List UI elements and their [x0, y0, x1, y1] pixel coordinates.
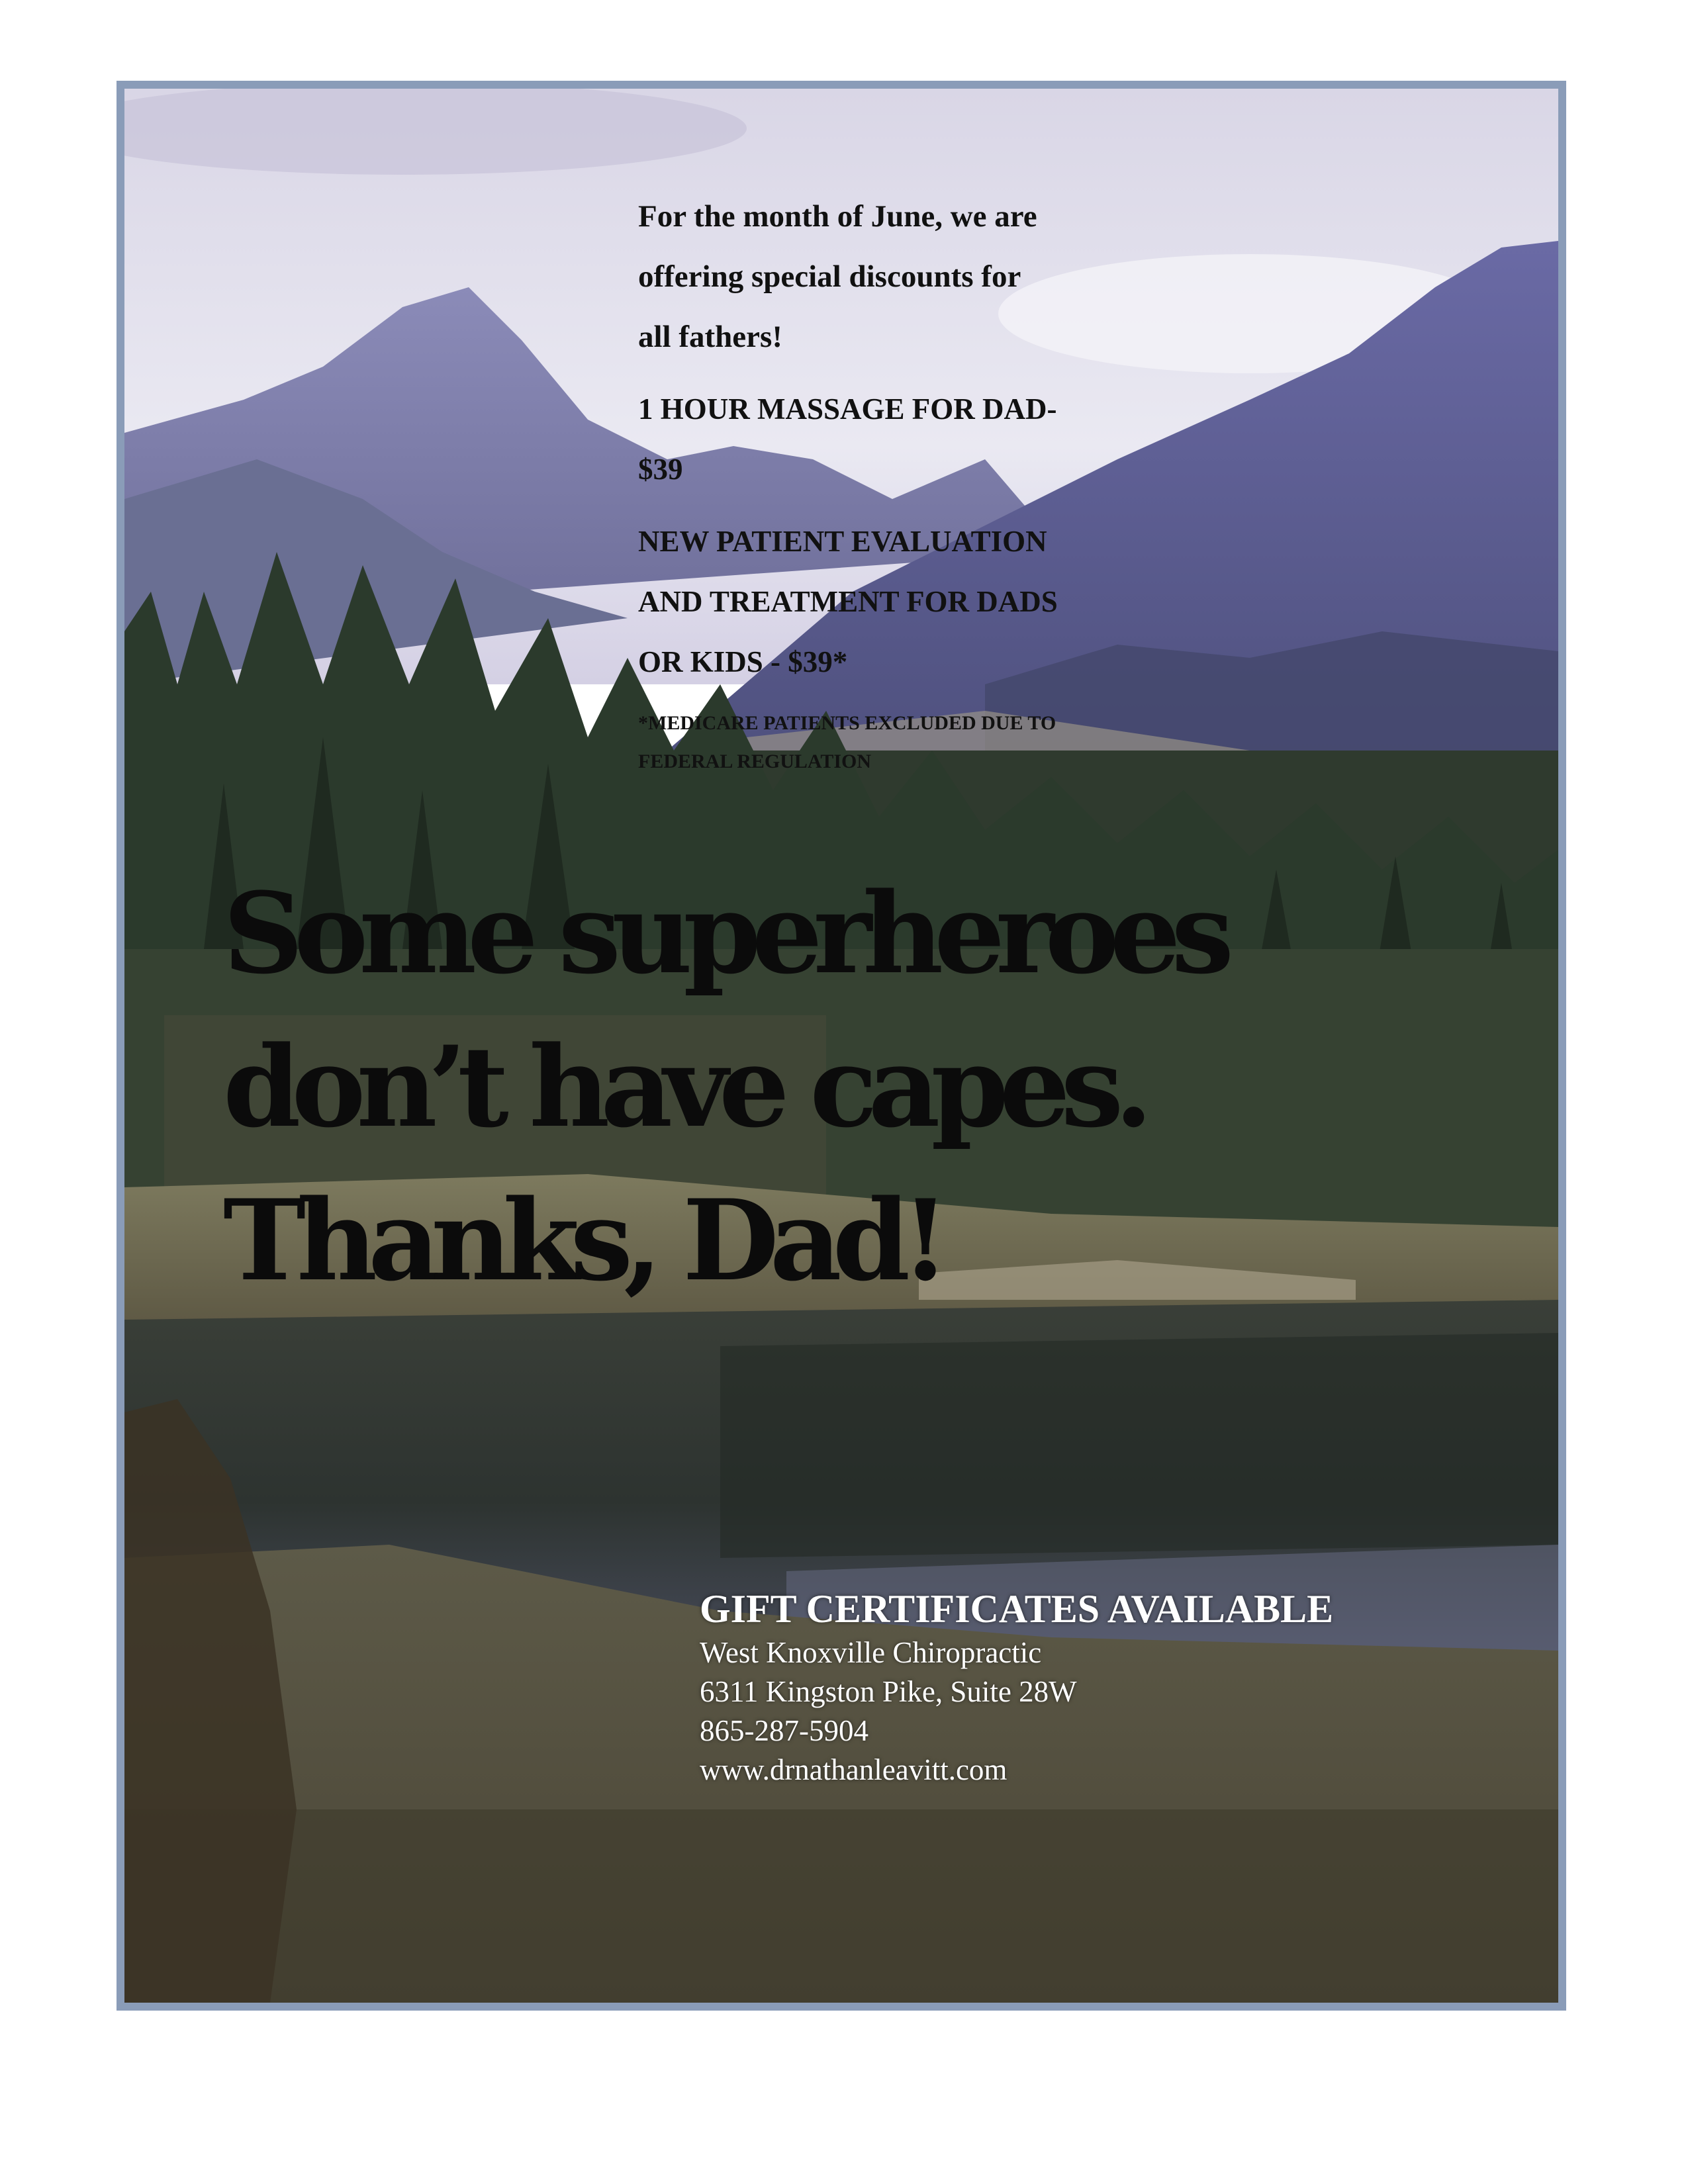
- evaluation-offer-line: AND TREATMENT FOR DADS: [638, 585, 1058, 618]
- medicare-note: [638, 704, 1141, 781]
- headline: [223, 856, 1481, 1317]
- offer-intro-line: For the month of June, we are: [638, 199, 1037, 234]
- business-website: www.drnathanleavitt.com: [700, 1753, 1008, 1786]
- business-address: 6311 Kingston Pike, Suite 28W: [700, 1675, 1077, 1708]
- headline-line: Thanks, Dad!: [223, 1175, 941, 1306]
- business-phone: 865-287-5904: [700, 1714, 868, 1747]
- evaluation-offer-line: OR KIDS - $39*: [638, 645, 848, 678]
- massage-offer: [638, 379, 1141, 500]
- headline-line: Some superheroes: [223, 868, 1225, 999]
- business-name: West Knoxville Chiropractic: [700, 1636, 1042, 1669]
- evaluation-offer: [638, 512, 1141, 692]
- medicare-note-line: *MEDICARE PATIENTS EXCLUDED DUE TO: [638, 712, 1056, 734]
- offer-intro-line: offering special discounts for: [638, 259, 1021, 294]
- offer-intro: [638, 187, 1141, 367]
- medicare-note-line: FEDERAL REGULATION: [638, 751, 872, 772]
- june-offer-text: [638, 187, 1141, 781]
- evaluation-offer-line: NEW PATIENT EVALUATION: [638, 525, 1047, 558]
- offer-intro-line: all fathers!: [638, 320, 782, 354]
- headline-line: don’t have capes.: [223, 1021, 1144, 1152]
- massage-offer-price: $39: [638, 453, 683, 486]
- gift-certificate-title: GIFT CERTIFICATES AVAILABLE: [700, 1587, 1334, 1631]
- massage-offer-line: 1 HOUR MASSAGE FOR DAD-: [638, 392, 1057, 426]
- gift-certificate-block: [700, 1584, 1428, 1790]
